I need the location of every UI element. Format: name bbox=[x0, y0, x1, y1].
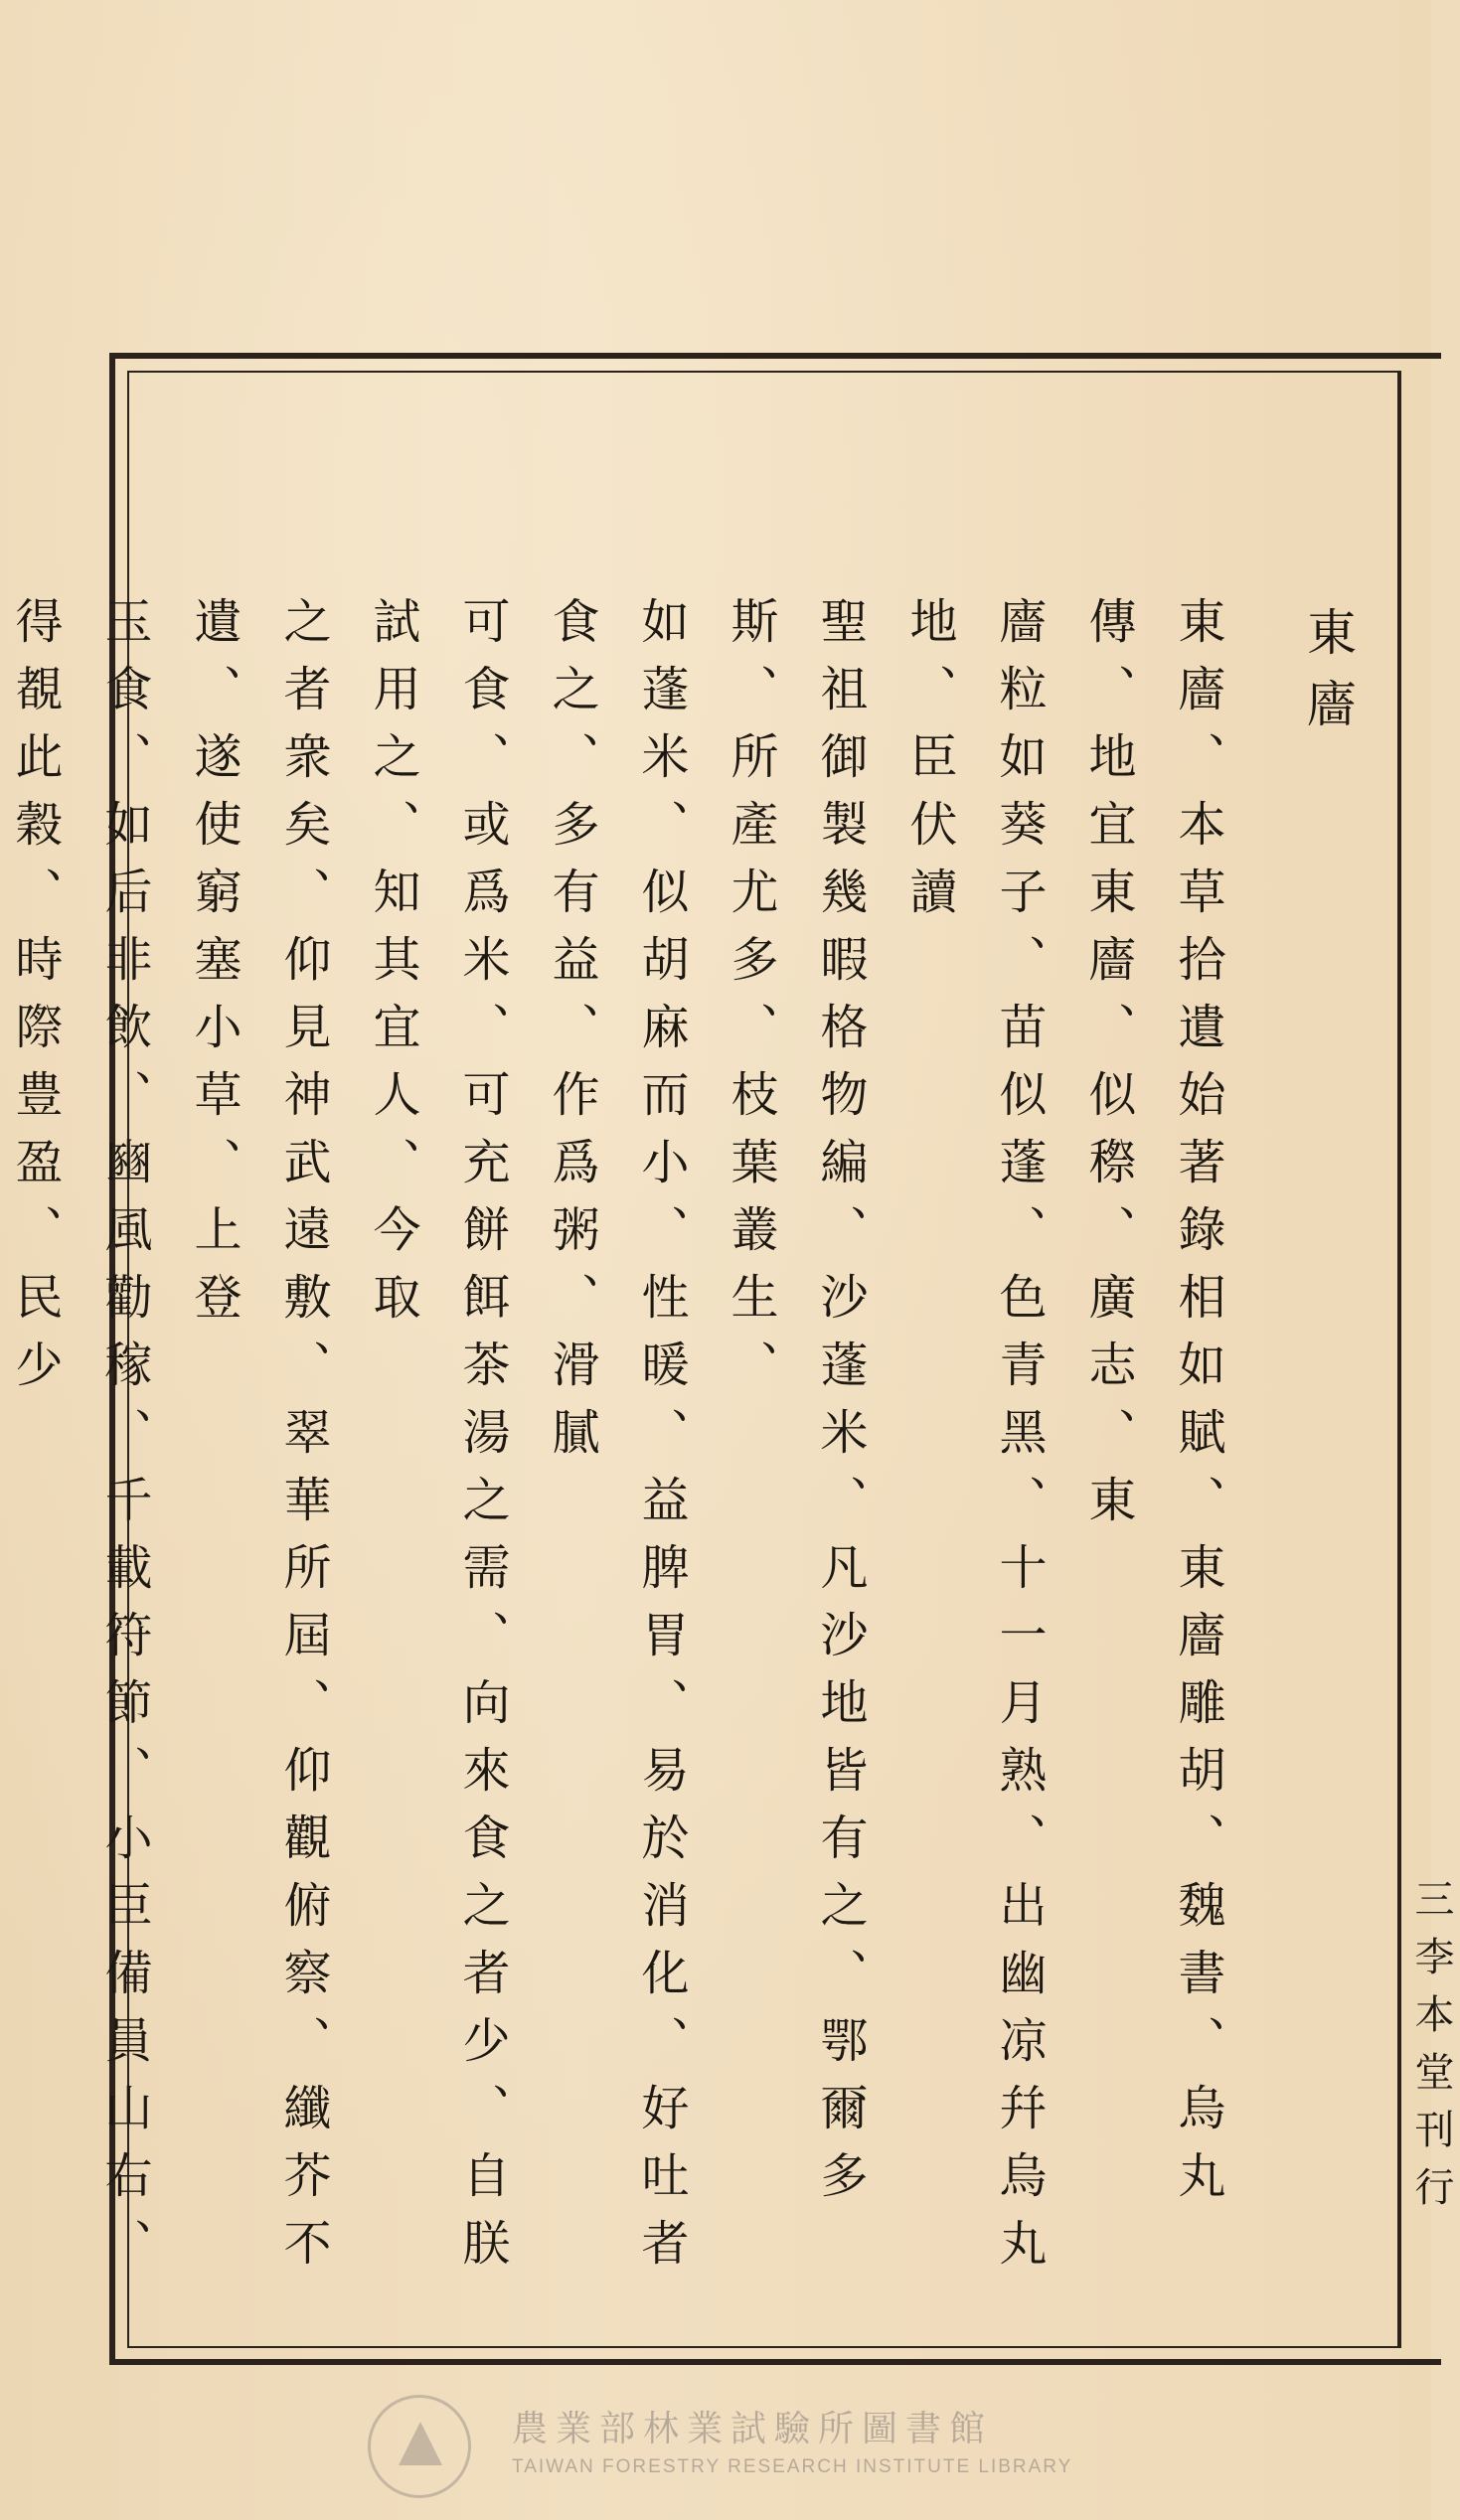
text-column: 東廧、本草拾遺始著錄相如賦、東廧雕胡、魏書、烏丸傳、地宜東廧、似穄、廣志、東 bbox=[1080, 596, 1225, 2218]
text-column: 可食、或爲米、可充餅餌茶湯之需、向來食之者少、自朕試用之、知其宜人、今取 bbox=[365, 596, 510, 2285]
margin-rule bbox=[1399, 371, 1401, 2348]
section-heading: 東廧 bbox=[1299, 606, 1357, 749]
publisher-margin-text: 三李本堂刊行 bbox=[1408, 1878, 1454, 2224]
library-name-en: TAIWAN FORESTRY RESEARCH INSTITUTE LIBRARY bbox=[512, 2456, 1073, 2477]
library-seal-icon bbox=[368, 2395, 471, 2498]
text-column: 如蓬米、似胡麻而小、性暖、益脾胃、易於消化、好吐者食之、多有益、作爲粥、滑膩 bbox=[544, 596, 689, 2285]
text-column: 廧粒如葵子、苗似蓬、色青黑、十一月熟、出幽凉幷烏丸地、臣伏讀 bbox=[901, 596, 1047, 2285]
text-column: 玉食、如后非飲、豳風勸稼、千載符節、小臣備員山右、得覩此穀、時際豊盈、民少 bbox=[7, 596, 152, 2285]
text-column: 之者衆矣、仰見神武遠敷、翠華所屆、仰觀俯察、纖芥不遺、遂使窮塞小草、上登 bbox=[186, 596, 331, 2285]
text-column: 聖祖御製幾暇格物編、沙蓬米、凡沙地皆有之、鄂爾多斯、所產尤多、枝葉叢生、 bbox=[723, 596, 868, 2218]
library-name-cn: 農業部林業試驗所圖書館 bbox=[512, 2409, 994, 2449]
body-text bbox=[7, 596, 1242, 2305]
library-watermark bbox=[368, 2395, 1163, 2504]
